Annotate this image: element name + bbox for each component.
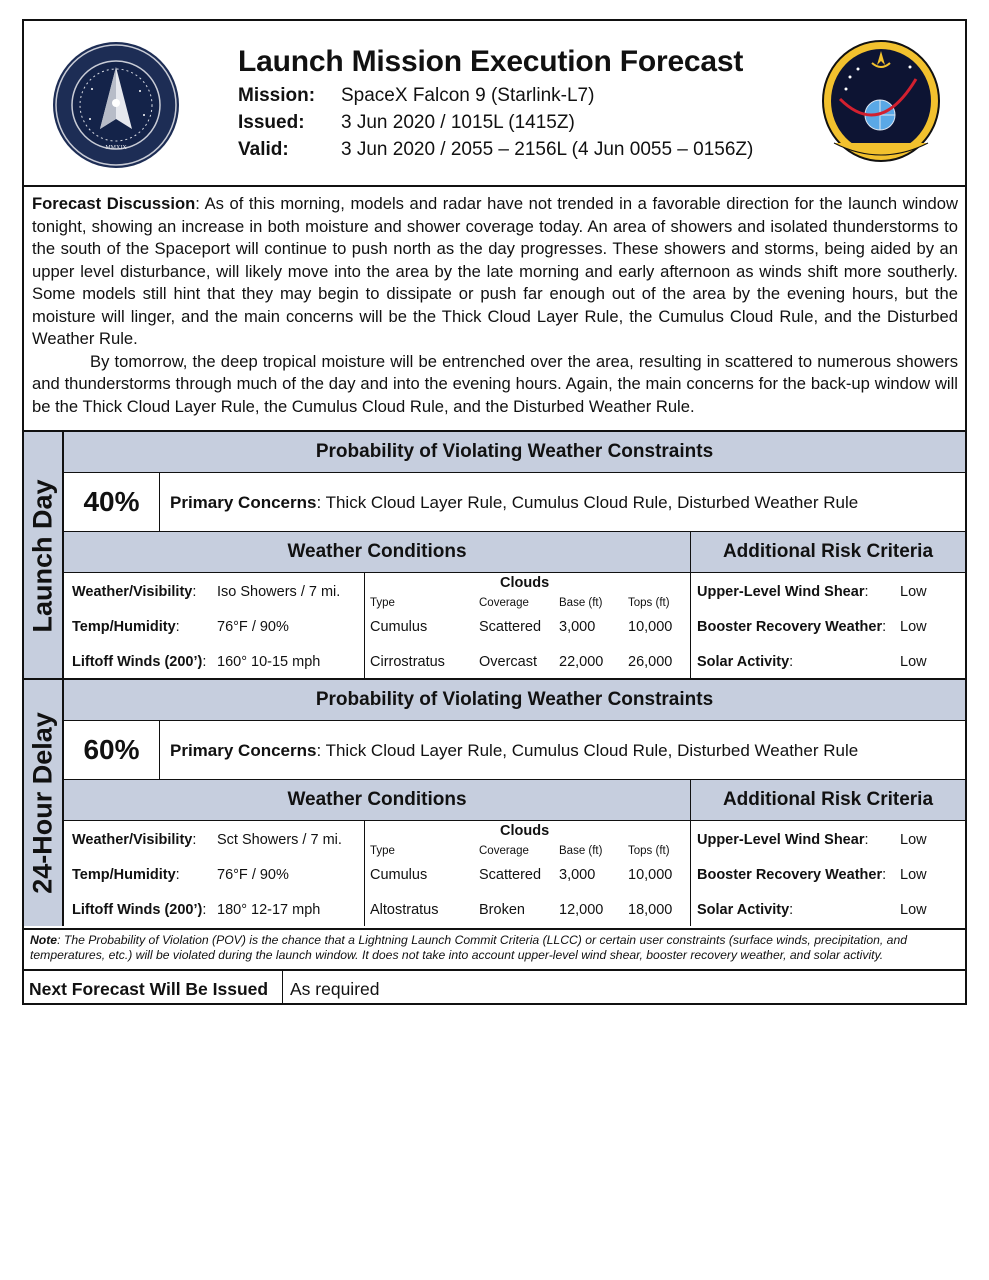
launch-clouds-type-header: Type <box>370 597 395 609</box>
forecast-discussion: Forecast Discussion: As of this morning, models and radar have not trended in a favorable direction for the launch window tonight, showing an increase in both moisture and shower coverage today. An area of showers and isolated thunderstorms to the south of the Spaceport will continue to push north as the day progresses. These showers and storms, being aided by an upper level disturbance, will likely move into the area by the late morning and early afternoon as winds shift more southerly. Some models still hint that they may begin to dissipate or push far enough out of the area by the evening hours, but the moisture will linger, and the main concerns will be the Thick Cloud Layer Rule, the Cumulus Cloud Rule, and the Disturbed Weather Rule. By tomorrow, the deep tropical moisture will be entrenched over the area, resulting in scattered to numerous showers and thunderstorms through much of the day and into the evening hours. Again, the main concerns for the back-up window will be the Thick Cloud Layer Rule, the Cumulus Cloud Rule, and the Disturbed Weather Rule. <box>32 193 958 418</box>
header <box>24 21 965 187</box>
launch-temp-value: 76°F / 90% <box>217 619 289 635</box>
launch-winds-label: Liftoff Winds (200’): <box>72 654 207 670</box>
delay-clouds-base-header: Base (ft) <box>559 845 603 857</box>
weather-conditions-header: Weather Conditions <box>64 532 691 573</box>
delay-shear-label: Upper-Level Wind Shear: <box>697 832 869 848</box>
launch-shear-label: Upper-Level Wind Shear: <box>697 584 869 600</box>
delay-cloud-1-type: Cumulus <box>370 867 428 883</box>
forecast-document <box>22 19 967 1005</box>
launch-pov-value: 40% <box>64 473 160 531</box>
delay-cloud-2-type: Altostratus <box>370 902 439 918</box>
launch-shear-value: Low <box>900 584 927 600</box>
launch-clouds-tops-header: Tops (ft) <box>628 597 670 609</box>
pov-header: Probability of Violating Weather Constraints <box>64 432 965 473</box>
launch-cloud-1-base: 3,000 <box>559 619 596 635</box>
delay-primary-concerns: Primary Concerns: Thick Cloud Layer Rule, Cumulus Cloud Rule, Disturbed Weather Rule <box>170 741 859 760</box>
delay-pov-header: Probability of Violating Weather Constraints <box>64 680 965 721</box>
pov-note: Note: The Probability of Violation (POV) is the chance that a Lightning Launch Commit Criteria (LLCC) or certain user constraints (surface winds, precipitation, and temperatures, etc.) will be violated during the launch window. It does not take into account upper-level wind shear, booster recovery weather, and solar activity. <box>30 933 908 962</box>
launch-cloud-2-type: Cirrostratus <box>370 654 445 670</box>
launch-solar-label: Solar Activity: <box>697 654 794 670</box>
delay-clouds-title: Clouds <box>500 823 550 839</box>
delay-solar-label: Solar Activity: <box>697 902 794 918</box>
delay-clouds-tops-header: Tops (ft) <box>628 845 670 857</box>
launch-clouds-title: Clouds <box>500 575 550 591</box>
next-forecast-value: As required <box>290 979 380 999</box>
launch-winds-value: 160° 10-15 mph <box>217 654 321 670</box>
delay-wx-vis-value: Sct Showers / 7 mi. <box>217 832 342 848</box>
page-title: Launch Mission Execution Forecast <box>238 45 744 78</box>
launch-wx-vis-label: Weather/Visibility: <box>72 584 197 600</box>
launch-cloud-1-coverage: Scattered <box>479 619 542 635</box>
next-forecast-label: Next Forecast Will Be Issued <box>29 979 269 999</box>
issued-label: Issued: <box>238 112 305 133</box>
mission-label: Mission: <box>238 85 316 106</box>
launch-wx-vis-value: Iso Showers / 7 mi. <box>217 584 341 600</box>
delay-booster-value: Low <box>900 867 927 883</box>
launch-day-side-label: Launch Day <box>24 432 64 680</box>
delay-additional-risk-header: Additional Risk Criteria <box>691 780 965 821</box>
delay-side-label: 24-Hour Delay <box>24 680 64 926</box>
delay-wx-vis-label: Weather/Visibility: <box>72 832 197 848</box>
mission-value: SpaceX Falcon 9 (Starlink-L7) <box>341 85 595 106</box>
delay-weather-conditions-header: Weather Conditions <box>64 780 691 821</box>
delay-cloud-2-coverage: Broken <box>479 902 525 918</box>
launch-cloud-2-coverage: Overcast <box>479 654 538 670</box>
delay-shear-value: Low <box>900 832 927 848</box>
delay-booster-label: Booster Recovery Weather: <box>697 867 887 883</box>
next-forecast-row <box>24 969 965 1005</box>
delay-temp-label: Temp/Humidity: <box>72 867 180 883</box>
discussion-paragraph-2: By tomorrow, the deep tropical moisture will be entrenched over the area, resulting in scattered to numerous showers and thunderstorms through much of the day and into the evening hours. Again, the main concerns for the back-up window will be the Thick Cloud Layer Rule, the Cumulus Cloud Rule, and the Disturbed Weather Rule. <box>32 351 958 416</box>
note-text: The Probability of Violation (POV) is the chance that a Lightning Launch Commit Criteria (LLCC) or certain user constraints (surface winds, precipitation, and temperatures, etc.) will be violated during the launch window. It does not take into account upper-level wind shear, booster recovery weather, and solar activity. <box>30 933 908 962</box>
launch-booster-value: Low <box>900 619 927 635</box>
space-force-seal-icon <box>52 41 180 169</box>
delay-cloud-2-tops: 18,000 <box>628 902 673 918</box>
delay-clouds-coverage-header: Coverage <box>479 845 529 857</box>
launch-cloud-2-tops: 26,000 <box>628 654 673 670</box>
delay-cloud-2-base: 12,000 <box>559 902 604 918</box>
delay-solar-value: Low <box>900 902 927 918</box>
delay-winds-value: 180° 12-17 mph <box>217 902 321 918</box>
weather-squadron-logo-icon <box>820 39 942 169</box>
launch-cloud-2-base: 22,000 <box>559 654 604 670</box>
launch-cloud-1-tops: 10,000 <box>628 619 673 635</box>
launch-primary-concerns: Primary Concerns: Thick Cloud Layer Rule, Cumulus Cloud Rule, Disturbed Weather Rule <box>170 493 859 512</box>
issued-row <box>238 112 575 134</box>
additional-risk-header: Additional Risk Criteria <box>691 532 965 573</box>
note-label: Note <box>30 933 58 947</box>
valid-label: Valid: <box>238 139 289 160</box>
launch-day-section <box>24 430 965 680</box>
delay-pov-value: 60% <box>64 721 160 779</box>
launch-clouds-base-header: Base (ft) <box>559 597 603 609</box>
launch-solar-value: Low <box>900 654 927 670</box>
launch-cloud-1-type: Cumulus <box>370 619 428 635</box>
delay-section <box>24 678 965 930</box>
delay-cloud-1-coverage: Scattered <box>479 867 542 883</box>
issued-value: 3 Jun 2020 / 1015L (1415Z) <box>341 112 575 133</box>
delay-winds-label: Liftoff Winds (200’): <box>72 902 207 918</box>
valid-value: 3 Jun 2020 / 2055 – 2156L (4 Jun 0055 – 0156Z) <box>341 139 754 160</box>
delay-temp-value: 76°F / 90% <box>217 867 289 883</box>
delay-cloud-1-base: 3,000 <box>559 867 596 883</box>
svg-text:MMXIX: MMXIX <box>105 145 127 151</box>
launch-booster-label: Booster Recovery Weather: <box>697 619 887 635</box>
delay-clouds-type-header: Type <box>370 845 395 857</box>
discussion-paragraph-1: As of this morning, models and radar have not trended in a favorable direction for the launch window tonight, showing an increase in both moisture and shower coverage today. An area of showers and isolated thunderstorms to the south of the Spaceport will continue to push north as the day progresses. These showers and storms, being aided by an upper level disturbance, will likely move into the area by the late morning and early afternoon as winds shift more southerly. Some models still hint that they may begin to dissipate or push far enough out of the area by the evening hours, but the moisture will linger, and the main concerns will be the Thick Cloud Layer Rule, the Cumulus Cloud Rule, and the Disturbed Weather Rule. <box>32 194 958 348</box>
launch-temp-label: Temp/Humidity: <box>72 619 180 635</box>
mission-row <box>238 85 594 107</box>
launch-clouds-coverage-header: Coverage <box>479 597 529 609</box>
valid-row <box>238 139 753 161</box>
delay-cloud-1-tops: 10,000 <box>628 867 673 883</box>
discussion-label: Forecast Discussion <box>32 194 196 213</box>
